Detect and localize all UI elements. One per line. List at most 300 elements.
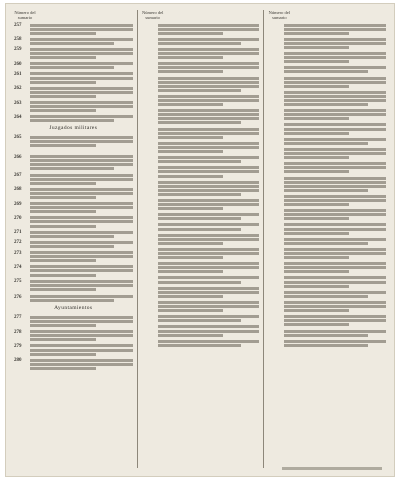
text-line — [284, 203, 349, 206]
summary-entry — [142, 286, 260, 298]
entry-text-illegible — [30, 187, 133, 199]
summary-entry — [268, 290, 386, 298]
text-line — [30, 299, 114, 302]
entry-text-illegible — [158, 180, 260, 196]
entry-number: 280 — [14, 358, 22, 364]
text-line — [30, 174, 133, 177]
entry-text-illegible — [30, 358, 133, 370]
entry-number: 269 — [14, 201, 22, 207]
summary-entry — [268, 339, 386, 347]
text-line — [284, 148, 386, 151]
text-line — [158, 344, 241, 347]
summary-entry — [142, 198, 260, 210]
summary-entry — [142, 166, 260, 178]
text-line — [284, 56, 386, 59]
summary-column-1 — [10, 10, 137, 468]
text-line — [284, 248, 386, 251]
summary-entry — [268, 137, 386, 145]
text-line — [30, 140, 133, 143]
text-line — [284, 138, 386, 141]
entry-text-illegible — [284, 329, 386, 337]
entry-text-illegible — [284, 315, 386, 327]
text-line — [30, 269, 133, 272]
summary-entry — [14, 187, 133, 199]
text-line — [158, 193, 241, 196]
text-line — [158, 62, 260, 65]
entry-number — [268, 237, 282, 245]
summary-entry — [142, 76, 260, 92]
entry-number: 265 — [14, 135, 22, 141]
text-line — [158, 166, 260, 169]
text-line — [284, 256, 349, 259]
text-line — [284, 281, 386, 284]
entry-number — [142, 286, 156, 298]
text-line — [30, 144, 96, 147]
entry-text-illegible — [158, 23, 260, 35]
entry-text-illegible — [284, 23, 386, 35]
summary-entry — [14, 330, 133, 342]
text-line — [284, 46, 349, 49]
text-line — [30, 284, 133, 287]
text-line — [30, 363, 133, 366]
column-body — [14, 23, 133, 370]
text-line — [158, 170, 260, 173]
entry-number — [142, 262, 156, 274]
text-line — [284, 99, 386, 102]
text-line — [284, 24, 386, 27]
entry-text-illegible — [30, 86, 133, 98]
text-line — [158, 315, 260, 318]
entry-number — [142, 315, 156, 323]
text-line — [158, 24, 260, 27]
text-line — [30, 359, 133, 362]
text-line — [30, 353, 96, 356]
text-line — [284, 209, 386, 212]
text-line — [158, 136, 223, 139]
summary-entry — [14, 230, 133, 238]
entry-text-illegible — [30, 295, 133, 303]
text-line — [284, 252, 386, 255]
summary-entry — [268, 162, 386, 174]
entry-text-illegible — [30, 202, 133, 214]
text-line — [158, 56, 223, 59]
text-line — [284, 276, 386, 279]
entry-text-illegible — [284, 37, 386, 49]
text-line — [158, 319, 241, 322]
text-line — [30, 192, 133, 195]
text-line — [284, 344, 367, 347]
entry-number: 261 — [14, 71, 22, 77]
entry-number — [268, 176, 282, 192]
summary-entry — [14, 251, 133, 263]
text-line — [158, 203, 260, 206]
entry-number — [268, 37, 282, 49]
text-line — [158, 295, 223, 298]
entry-number: 272 — [14, 240, 22, 246]
text-line — [284, 181, 386, 184]
text-line — [158, 95, 260, 98]
entry-number — [268, 315, 282, 327]
entry-number — [142, 233, 156, 245]
entry-text-illegible — [158, 76, 260, 92]
text-line — [158, 189, 260, 192]
entry-text-illegible — [30, 115, 133, 123]
entry-number: 279 — [14, 343, 22, 349]
text-line — [158, 181, 260, 184]
text-line — [284, 117, 349, 120]
entry-number — [268, 162, 282, 174]
text-line — [30, 241, 133, 244]
summary-entry — [142, 47, 260, 59]
entry-text-illegible — [158, 47, 260, 59]
summary-entry — [14, 344, 133, 356]
entry-text-illegible — [30, 135, 133, 147]
text-line — [284, 301, 386, 304]
summary-entry — [142, 180, 260, 196]
summary-entry — [142, 315, 260, 323]
text-line — [284, 189, 367, 192]
text-line — [158, 242, 223, 245]
text-line — [158, 281, 241, 284]
text-line — [158, 270, 223, 273]
text-line — [30, 324, 96, 327]
text-line — [30, 163, 133, 166]
text-line — [158, 160, 241, 163]
text-line — [284, 95, 386, 98]
summary-entry — [268, 223, 386, 235]
entry-text-illegible — [284, 109, 386, 121]
entry-number: 257 — [14, 23, 22, 28]
summary-entry — [14, 62, 133, 70]
text-line — [30, 62, 133, 65]
summary-entry — [14, 101, 133, 113]
entry-text-illegible — [284, 194, 386, 206]
text-line — [30, 159, 133, 162]
summary-entry — [142, 213, 260, 221]
text-line — [158, 248, 260, 251]
column-body — [142, 23, 260, 347]
text-line — [158, 142, 260, 145]
text-line — [30, 338, 96, 341]
text-line — [284, 70, 367, 73]
text-line — [284, 213, 386, 216]
entry-text-illegible — [284, 339, 386, 347]
text-line — [30, 196, 96, 199]
text-line — [158, 175, 223, 178]
text-line — [30, 316, 133, 319]
summary-entry — [268, 52, 386, 64]
text-line — [284, 28, 386, 31]
text-line — [30, 42, 114, 45]
entry-text-illegible — [30, 265, 133, 277]
text-line — [30, 334, 133, 337]
entry-text-illegible — [30, 330, 133, 342]
entry-number — [142, 94, 156, 106]
text-line — [284, 340, 386, 343]
summary-entry — [142, 262, 260, 274]
text-line — [30, 225, 96, 228]
text-line — [158, 330, 260, 333]
entry-number: 274 — [14, 264, 22, 270]
text-line — [30, 115, 133, 118]
entry-text-illegible — [158, 166, 260, 178]
entry-text-illegible — [30, 251, 133, 263]
column-body — [268, 23, 386, 347]
summary-column-3 — [263, 10, 390, 468]
text-line — [30, 265, 133, 268]
entry-number — [142, 37, 156, 45]
summary-entry — [142, 339, 260, 347]
text-line — [284, 152, 386, 155]
summary-entry — [142, 300, 260, 312]
text-line — [284, 132, 349, 135]
entry-number: 271 — [14, 230, 22, 236]
text-line — [30, 251, 133, 254]
entry-text-illegible — [284, 66, 386, 74]
text-line — [284, 42, 386, 45]
text-line — [30, 72, 133, 75]
entry-text-illegible — [158, 62, 260, 74]
entry-text-illegible — [158, 213, 260, 221]
summary-entry — [142, 276, 260, 284]
text-line — [284, 185, 386, 188]
entry-text-illegible — [30, 173, 133, 185]
entry-number: 258 — [14, 37, 22, 43]
text-line — [158, 262, 260, 265]
text-line — [284, 270, 349, 273]
text-line — [158, 266, 260, 269]
entry-text-illegible — [30, 279, 133, 291]
text-line — [284, 142, 367, 145]
text-line — [158, 213, 260, 216]
entry-number: 262 — [14, 86, 22, 92]
entry-text-illegible — [284, 137, 386, 145]
entry-number — [268, 223, 282, 235]
entry-text-illegible — [158, 223, 260, 231]
entry-number: 278 — [14, 329, 22, 335]
text-line — [30, 38, 133, 41]
text-line — [30, 28, 133, 31]
text-line — [284, 195, 386, 198]
text-line — [284, 285, 349, 288]
text-line — [284, 228, 386, 231]
column-header: Número del sumario — [268, 10, 291, 20]
text-line — [30, 206, 133, 209]
text-line — [284, 38, 386, 41]
text-line — [30, 178, 133, 181]
text-line — [158, 309, 223, 312]
text-line — [158, 291, 260, 294]
text-line — [158, 32, 223, 35]
text-line — [30, 220, 133, 223]
text-line — [30, 245, 114, 248]
column-header: Número del sumario — [141, 10, 164, 20]
entry-text-illegible — [158, 94, 260, 106]
text-line — [158, 81, 260, 84]
entry-number: 267 — [14, 173, 22, 179]
text-line — [158, 121, 241, 124]
text-line — [284, 170, 349, 173]
text-line — [30, 155, 133, 158]
text-line — [158, 305, 260, 308]
text-line — [30, 32, 96, 35]
entry-number — [142, 76, 156, 92]
text-line — [30, 119, 114, 122]
summary-entry — [268, 37, 386, 49]
entry-number — [142, 62, 156, 74]
entry-text-illegible — [30, 240, 133, 248]
entry-number — [142, 23, 156, 35]
text-line — [158, 150, 223, 153]
entry-number — [142, 166, 156, 178]
summary-entry — [14, 173, 133, 185]
text-line — [284, 128, 386, 131]
summary-entry — [268, 123, 386, 135]
text-line — [30, 66, 114, 69]
entry-number — [268, 247, 282, 259]
entry-text-illegible — [30, 72, 133, 84]
section-heading: Juzgados militares — [49, 125, 98, 132]
text-line — [284, 32, 349, 35]
text-line — [30, 101, 133, 104]
text-line — [158, 99, 260, 102]
text-line — [30, 330, 133, 333]
text-line — [158, 28, 260, 31]
text-line — [158, 89, 241, 92]
text-line — [284, 113, 386, 116]
summary-entry — [268, 176, 386, 192]
text-line — [284, 60, 349, 63]
text-line — [30, 167, 114, 170]
text-line — [284, 238, 386, 241]
text-line — [158, 199, 260, 202]
entry-number — [268, 23, 282, 35]
entry-text-illegible — [158, 141, 260, 153]
entry-number — [142, 325, 156, 337]
entry-number — [268, 262, 282, 274]
text-line — [30, 105, 133, 108]
summary-entry — [268, 276, 386, 288]
summary-entry — [142, 62, 260, 74]
entry-text-illegible — [30, 101, 133, 113]
text-line — [158, 117, 260, 120]
entry-text-illegible — [30, 230, 133, 238]
entry-number — [142, 156, 156, 164]
text-line — [284, 319, 386, 322]
text-line — [158, 77, 260, 80]
text-line — [30, 188, 133, 191]
text-line — [158, 217, 241, 220]
entry-text-illegible — [158, 233, 260, 245]
text-line — [284, 309, 349, 312]
text-line — [284, 266, 386, 269]
entry-text-illegible — [284, 162, 386, 174]
summary-entry — [142, 127, 260, 139]
summary-columns — [10, 10, 390, 468]
column-header: Número del sumario — [14, 10, 36, 20]
text-line — [158, 223, 260, 226]
summary-entry — [142, 37, 260, 45]
entry-number — [268, 109, 282, 121]
text-line — [158, 156, 260, 159]
text-line — [158, 325, 260, 328]
entry-number — [268, 329, 282, 337]
text-line — [158, 128, 260, 131]
text-line — [284, 295, 367, 298]
text-line — [284, 166, 386, 169]
summary-entry — [14, 315, 133, 327]
entry-number: 273 — [14, 250, 22, 256]
entry-text-illegible — [284, 147, 386, 159]
text-line — [284, 103, 367, 106]
text-line — [158, 70, 223, 73]
entry-text-illegible — [158, 247, 260, 259]
summary-entry — [142, 109, 260, 125]
text-line — [158, 234, 260, 237]
text-line — [158, 48, 260, 51]
entry-text-illegible — [284, 300, 386, 312]
text-line — [158, 66, 260, 69]
summary-entry — [142, 141, 260, 153]
scanned-page — [5, 3, 395, 477]
summary-entry — [142, 94, 260, 106]
entry-number — [142, 198, 156, 210]
entry-number: 268 — [14, 187, 22, 193]
entry-number: 277 — [14, 315, 22, 321]
text-line — [158, 301, 260, 304]
text-line — [30, 210, 96, 213]
summary-entry — [268, 66, 386, 74]
text-line — [158, 103, 223, 106]
summary-entry — [14, 202, 133, 214]
text-line — [284, 77, 386, 80]
text-line — [158, 334, 223, 337]
text-line — [158, 207, 223, 210]
entry-text-illegible — [284, 52, 386, 64]
summary-entry — [268, 315, 386, 327]
entry-text-illegible — [158, 37, 260, 45]
entry-number — [142, 223, 156, 231]
summary-entry — [268, 194, 386, 206]
summary-entry — [14, 47, 133, 59]
entry-text-illegible — [158, 276, 260, 284]
text-line — [284, 323, 349, 326]
text-line — [30, 280, 133, 283]
entry-number: 266 — [14, 154, 22, 160]
text-line — [30, 255, 133, 258]
text-line — [30, 235, 114, 238]
entry-text-illegible — [158, 198, 260, 210]
entry-text-illegible — [158, 156, 260, 164]
entry-text-illegible — [158, 315, 260, 323]
summary-entry — [268, 90, 386, 106]
summary-entry — [14, 23, 133, 35]
entry-text-illegible — [284, 247, 386, 259]
entry-text-illegible — [158, 286, 260, 298]
text-line — [284, 330, 386, 333]
entry-number — [268, 137, 282, 145]
entry-number — [142, 47, 156, 59]
entry-number — [268, 209, 282, 221]
entry-number — [142, 180, 156, 196]
entry-number — [268, 276, 282, 288]
text-line — [30, 216, 133, 219]
entry-text-illegible — [158, 127, 260, 139]
entry-number: 263 — [14, 100, 22, 106]
entry-text-illegible — [284, 223, 386, 235]
entry-text-illegible — [30, 315, 133, 327]
entry-number — [142, 339, 156, 347]
